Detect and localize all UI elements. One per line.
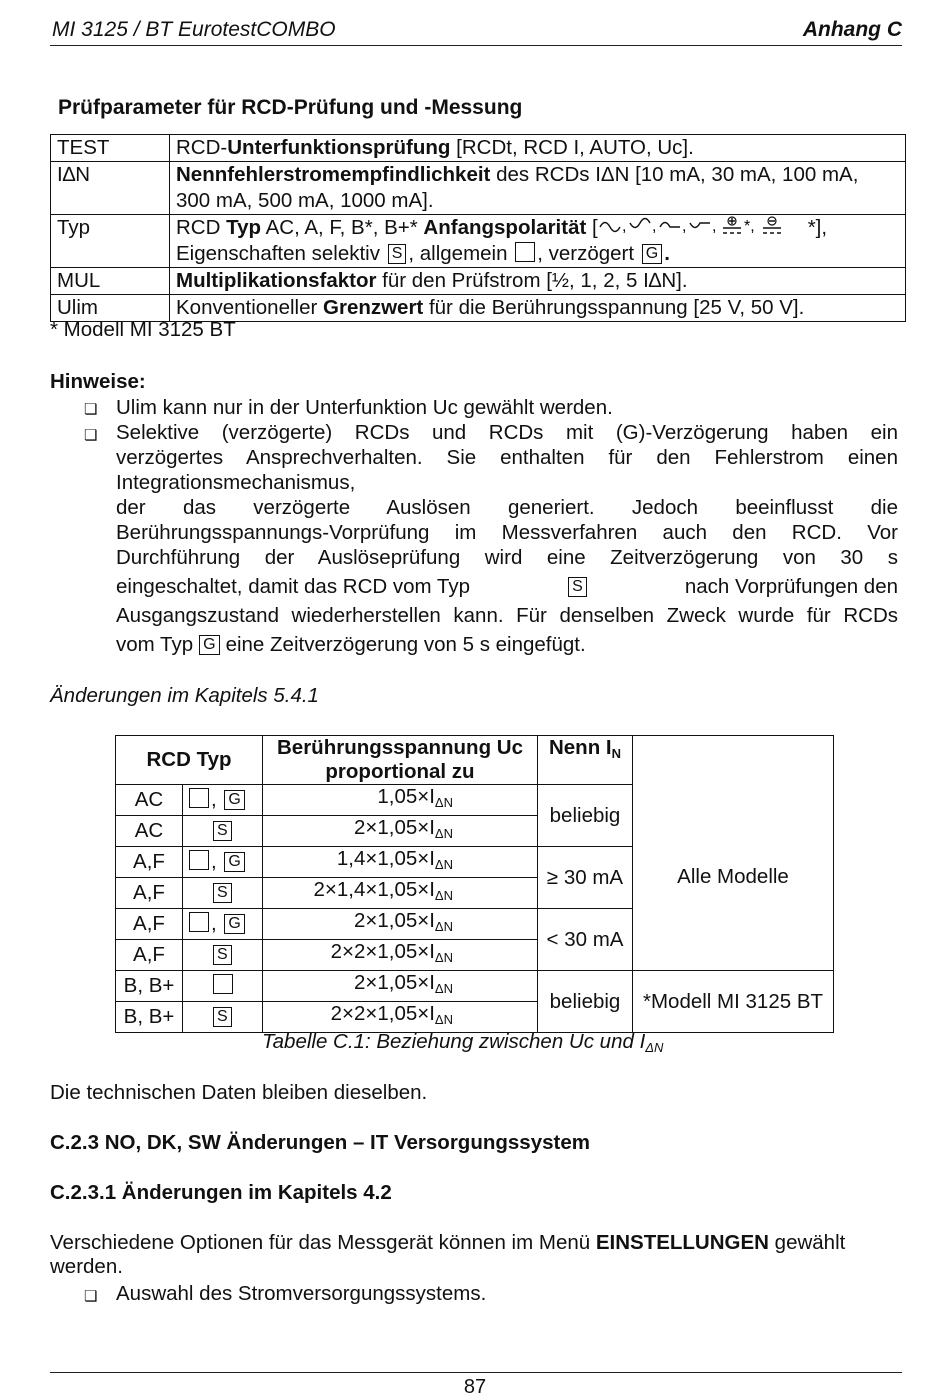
param-key: Ulim <box>51 295 170 322</box>
param-desc: RCD Typ AC, A, F, B*, B+* Anfangspolarität [ , , , , *, *], Eigenschaften selektiv S , allgemein , verzögert G . <box>170 215 906 268</box>
table-caption: Tabelle C.1: Beziehung zwischen Uc und $I_{\Delta N}$ <box>262 1030 664 1055</box>
param-key: TEST <box>51 135 170 162</box>
svg-text:*,: *, <box>743 218 755 235</box>
param-row <box>51 135 906 162</box>
header-rule <box>50 45 902 46</box>
parameter-table <box>50 134 906 322</box>
svg-text:,: , <box>651 218 657 235</box>
menu-paragraph: Verschiedene Optionen für das Messgerät können im Menü EINSTELLUNGEN gewählt werden. <box>50 1231 846 1278</box>
col-rcd-type: RCD Typ <box>116 736 263 785</box>
param-key: I∆N <box>51 162 170 215</box>
table-row: A,F S $2\times 1,4\times 1,05\times I_{\Delta N}$ <box>116 878 834 909</box>
param-desc: Nennfehlerstromempfindlichkeit des RCDs IΔN [10 mA, 30 mA, 100 mA, 300 mA, 500 mA, 1000 mA]. <box>170 162 906 215</box>
param-desc: Multiplikationsfaktor für den Prüfstrom [½, 1, 2, 5 I∆N]. <box>170 268 906 295</box>
table-header-row <box>116 736 834 785</box>
bullet-icon: ❏ <box>84 1288 98 1305</box>
section-title: Prüfparameter für RCD-Prüfung und -Messung <box>58 96 523 119</box>
note-2: Selektive (verzögerte) RCDs und RCDs mit (G)-Verzögerung haben ein verzögertes Ansprechverhalten. Sie enthalten für den Fehlerstrom einen Integrationsmechanismus, der das verzögerte Auslösen generiert. Jedoch beeinflusst die Berührungsspannungs-Vorprüfung im Messverfahren auch den RCD. Vor Durchführung der Auslöseprüfung wird eine Zeitverzögerung von 30 s eingeschaltet, damit das RCD vom Typ S nach Vorprüfungen den Ausgangszustand wiederherstellen kann. Für denselben Zweck wurde für RCDs vom Typ G eine Zeitverzögerung von 5 s eingefügt. <box>116 421 898 656</box>
table-row: A,F , G $1,4\times 1,05\times I_{\Delta N}$ ≥ 30 mA <box>116 847 834 878</box>
param-row <box>51 162 906 215</box>
svg-text:,: , <box>681 218 687 235</box>
col-model <box>633 736 834 785</box>
note-1: Ulim kann nur in der Unterfunktion Uc gewählt werden. <box>116 396 613 419</box>
table-row: B, B+ $2\times 1,05\times I_{\Delta N}$ beliebig *Modell MI 3125 BT <box>116 971 834 1002</box>
page-number: 87 <box>463 1376 487 1398</box>
changes-title: Änderungen im Kapitels 5.4.1 <box>50 684 319 707</box>
param-key: MUL <box>51 268 170 295</box>
svg-text:,: , <box>711 218 717 235</box>
footnote: * Modell MI 3125 BT <box>50 318 236 341</box>
param-row <box>51 215 906 268</box>
bullet-power-system: Auswahl des Stromversorgungssystems. <box>116 1282 487 1305</box>
table-row: AC , G $1,05\times I_{\Delta N}$ beliebig Alle Modelle <box>116 785 834 816</box>
svg-text:,: , <box>621 218 627 235</box>
polarity-symbols-icon <box>598 215 808 237</box>
table-row: A,F S $2\times 2\times 1,05\times I_{\Delta N}$ <box>116 940 834 971</box>
table-row: AC S $2\times 1,05\times I_{\Delta N}$ <box>116 816 834 847</box>
header-document-title: MI 3125 / BT EurotestCOMBO <box>52 18 336 41</box>
tech-data-note: Die technischen Daten bleiben dieselben. <box>50 1081 428 1104</box>
header-appendix: Anhang C <box>802 18 902 41</box>
col-nominal-current: Nenn $I_N$ <box>538 736 633 785</box>
rcd-table <box>115 735 834 1033</box>
bullet-icon: ❏ <box>84 401 98 418</box>
delayed-g-icon: G <box>199 635 219 655</box>
general-square-icon <box>515 242 535 262</box>
param-row <box>51 268 906 295</box>
param-desc: Konventioneller Grenzwert für die Berührungsspannung [25 V, 50 V]. <box>170 295 906 322</box>
footer-rule <box>50 1372 902 1373</box>
param-key: Typ <box>51 215 170 268</box>
table-row: B, B+ S $2\times 2\times 1,05\times I_{\Delta N}$ <box>116 1002 834 1033</box>
param-desc: RCD-Unterfunktionsprüfung [RCDt, RCD I, AUTO, Uc]. <box>170 135 906 162</box>
heading-c2231: C.2.3.1 Änderungen im Kapitels 4.2 <box>50 1181 392 1204</box>
bullet-icon: ❏ <box>84 427 98 444</box>
selective-s-icon: S <box>388 244 407 264</box>
heading-c223: C.2.3 NO, DK, SW Änderungen – IT Versorgungssystem <box>50 1131 590 1154</box>
table-row: A,F , G $2\times 1,05\times I_{\Delta N}$ < 30 mA <box>116 909 834 940</box>
col-touch-voltage: Berührungsspannung Uc proportional zu <box>263 736 538 785</box>
notes-title: Hinweise: <box>50 370 146 393</box>
selective-s-icon: S <box>568 577 587 597</box>
delayed-g-icon: G <box>642 244 662 264</box>
